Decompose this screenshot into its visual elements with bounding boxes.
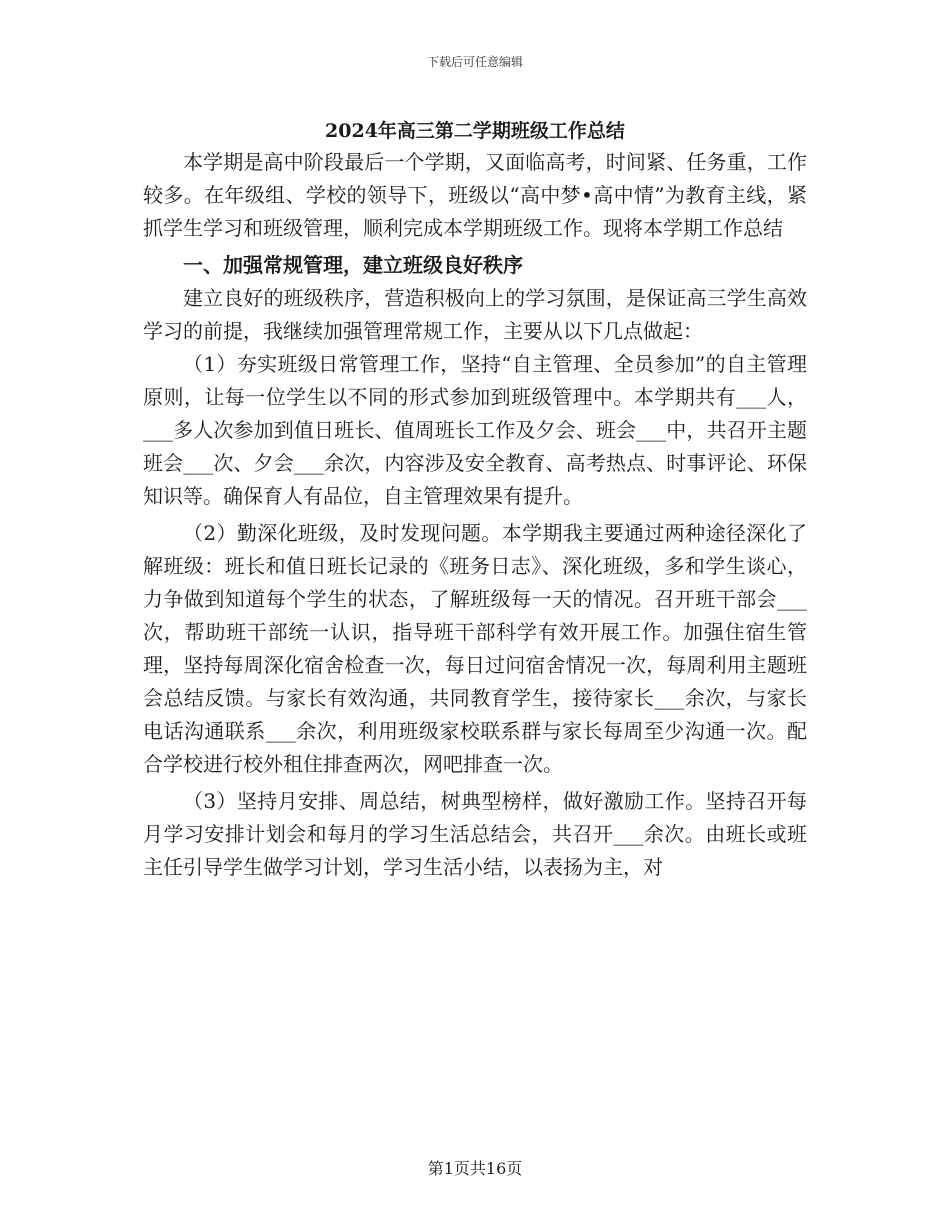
section-heading-1: 一、加强常规管理，建立班级良好秩序 (183, 253, 523, 277)
paragraph-2: （1）夯实班级日常管理工作，坚持“自主管理、全员参加”的自主管理原则，让每一位学生以不同的形式参加到班级管理中。本学期共有___人，___多人次参加到值日班长、值周班长工作及夕会、班会___中，共召开主题班会___次、夕会___余次，内容涉及安全教育、高考热点、时事评论、环保知识等。确保育人有品位，自主管理效果有提升。 (143, 352, 807, 508)
paragraph-4: （3）坚持月安排、周总结，树典型榜样，做好激励工作。坚持召开每月学习安排计划会和每月的学习生活总结会，共召开___余次。由班长或班主任引导学生做学习计划，学习生活小结，以表扬为主，对 (143, 789, 807, 879)
header-note: 下载后可任意编辑 (426, 55, 523, 69)
paragraph-intro: 本学期是高中阶段最后一个学期，又面临高考，时间紧、任务重，工作较多。在年级组、学校的领导下，班级以“高中梦•高中情”为教育主线，紧抓学生学习和班级管理，顺利完成本学期班级工作。现将本学期工作总结 (143, 150, 807, 240)
document-body (143, 146, 807, 884)
document-title: 2024年高三第二学期班级工作总结 (325, 120, 625, 142)
paragraph-3: （2）勤深化班级，及时发现问题。本学期我主要通过两种途径深化了解班级：班长和值日班长记录的《班务日志》、深化班级，多和学生谈心，力争做到知道每个学生的状态，了解班级每一天的情况。召开班干部会___次，帮助班干部统一认识，指导班干部科学有效开展工作。加强住宿生管理，坚持每周深化宿舍检查一次，每日过问宿舍情况一次，每周利用主题班会总结反馈。与家长有效沟通，共同教育学生，接待家长___余次，与家长电话沟通联系___余次，利用班级家校联系群与家长每周至少沟通一次。配合学校进行校外租住排查两次，网吧排查一次。 (143, 521, 807, 776)
paragraph-1: 建立良好的班级秩序，营造积极向上的学习氛围，是保证高三学生高效学习的前提，我继续加强管理常规工作，主要从以下几点做起： (143, 286, 807, 343)
page-number: 第1页共16页 (427, 1159, 523, 1178)
